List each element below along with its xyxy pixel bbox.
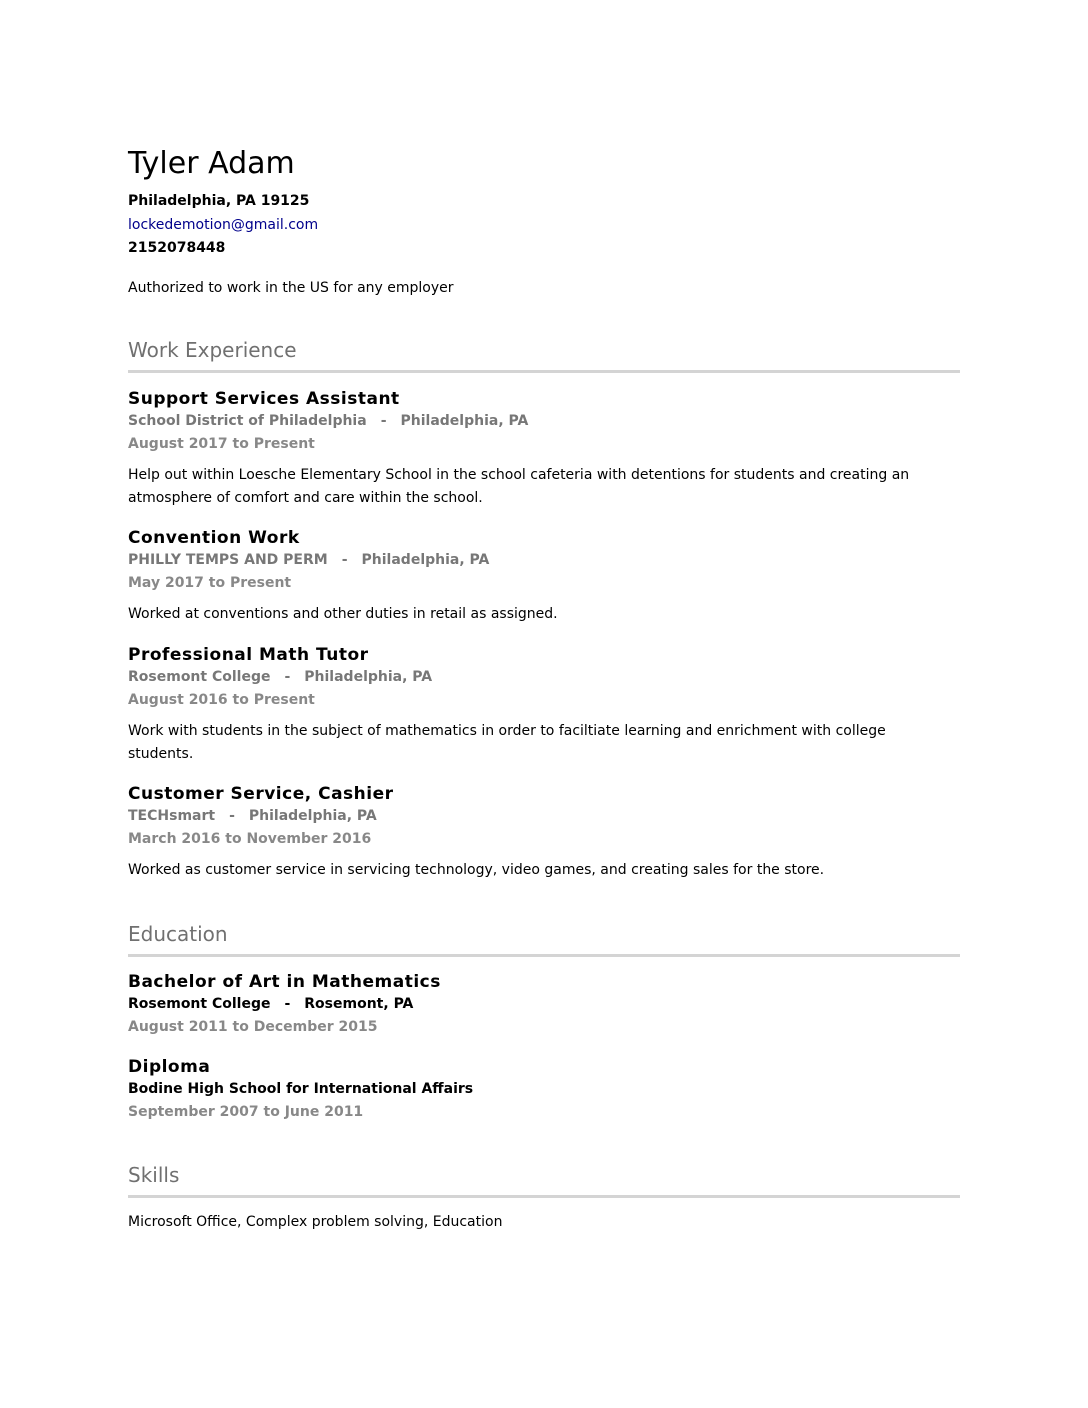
job-entry <box>128 527 960 626</box>
job-description: Work with students in the subject of mathematics in order to faciltiate learning and enrichment with college students. <box>128 723 886 762</box>
skills-list: Microsoft Office, Complex problem solving, Education <box>128 1214 503 1230</box>
education-dates: September 2007 to June 2011 <box>128 1104 364 1120</box>
job-location: Philadelphia, PA <box>400 413 529 429</box>
job-entry <box>128 388 960 510</box>
job-description: Worked as customer service in servicing technology, video games, and creating sales for the store. <box>128 862 825 878</box>
separator: - <box>380 413 387 429</box>
job-location: Philadelphia, PA <box>304 669 433 685</box>
school-name: Bodine High School for International Affairs <box>128 1081 474 1097</box>
job-company: School District of Philadelphia <box>128 413 367 429</box>
job-title: Convention Work <box>128 528 300 548</box>
job-dates: May 2017 to Present <box>128 575 292 591</box>
education-entry <box>128 971 960 1039</box>
job-entry <box>128 783 960 882</box>
work-authorization: Authorized to work in the US for any employer <box>128 280 454 296</box>
section-heading-education: Education <box>128 922 960 957</box>
job-employer-line <box>128 805 960 828</box>
education-dates: August 2011 to December 2015 <box>128 1019 378 1035</box>
education-entry <box>128 1056 960 1124</box>
section-heading-skills: Skills <box>128 1163 960 1198</box>
job-dates: August 2017 to Present <box>128 436 315 452</box>
separator: - <box>284 669 291 685</box>
phone: 2152078448 <box>128 240 226 256</box>
school-location: Rosemont, PA <box>304 996 414 1012</box>
job-dates: March 2016 to November 2016 <box>128 831 372 847</box>
job-entry <box>128 644 960 766</box>
job-title: Professional Math Tutor <box>128 645 369 665</box>
job-dates: August 2016 to Present <box>128 692 315 708</box>
school-line <box>128 993 960 1016</box>
job-location: Philadelphia, PA <box>361 552 490 568</box>
separator: - <box>229 808 235 824</box>
location: Philadelphia, PA 19125 <box>128 193 310 209</box>
job-title: Customer Service, Cashier <box>128 784 394 804</box>
school-name: Rosemont College <box>128 996 271 1012</box>
job-company: PHILLY TEMPS AND PERM <box>128 552 328 568</box>
job-description: Help out within Loesche Elementary School in the school cafeteria with detentions for students and creating an atmosphere of comfort and care within the school. <box>128 467 910 506</box>
job-company: TECHsmart <box>128 808 216 824</box>
job-description: Worked at conventions and other duties in retail as assigned. <box>128 606 558 622</box>
job-employer-line <box>128 666 960 689</box>
degree-title: Diploma <box>128 1057 211 1077</box>
degree-title: Bachelor of Art in Mathematics <box>128 972 441 992</box>
candidate-name: Tyler Adam <box>128 146 295 181</box>
job-employer-line <box>128 410 960 433</box>
separator: - <box>341 552 348 568</box>
separator: - <box>284 996 291 1012</box>
school-line <box>128 1078 960 1101</box>
job-company: Rosemont College <box>128 669 271 685</box>
email-link[interactable]: lockedemotion@gmail.com <box>128 217 319 233</box>
job-title: Support Services Assistant <box>128 389 400 409</box>
job-location: Philadelphia, PA <box>248 808 377 824</box>
section-heading-work: Work Experience <box>128 338 960 373</box>
job-employer-line <box>128 549 960 572</box>
